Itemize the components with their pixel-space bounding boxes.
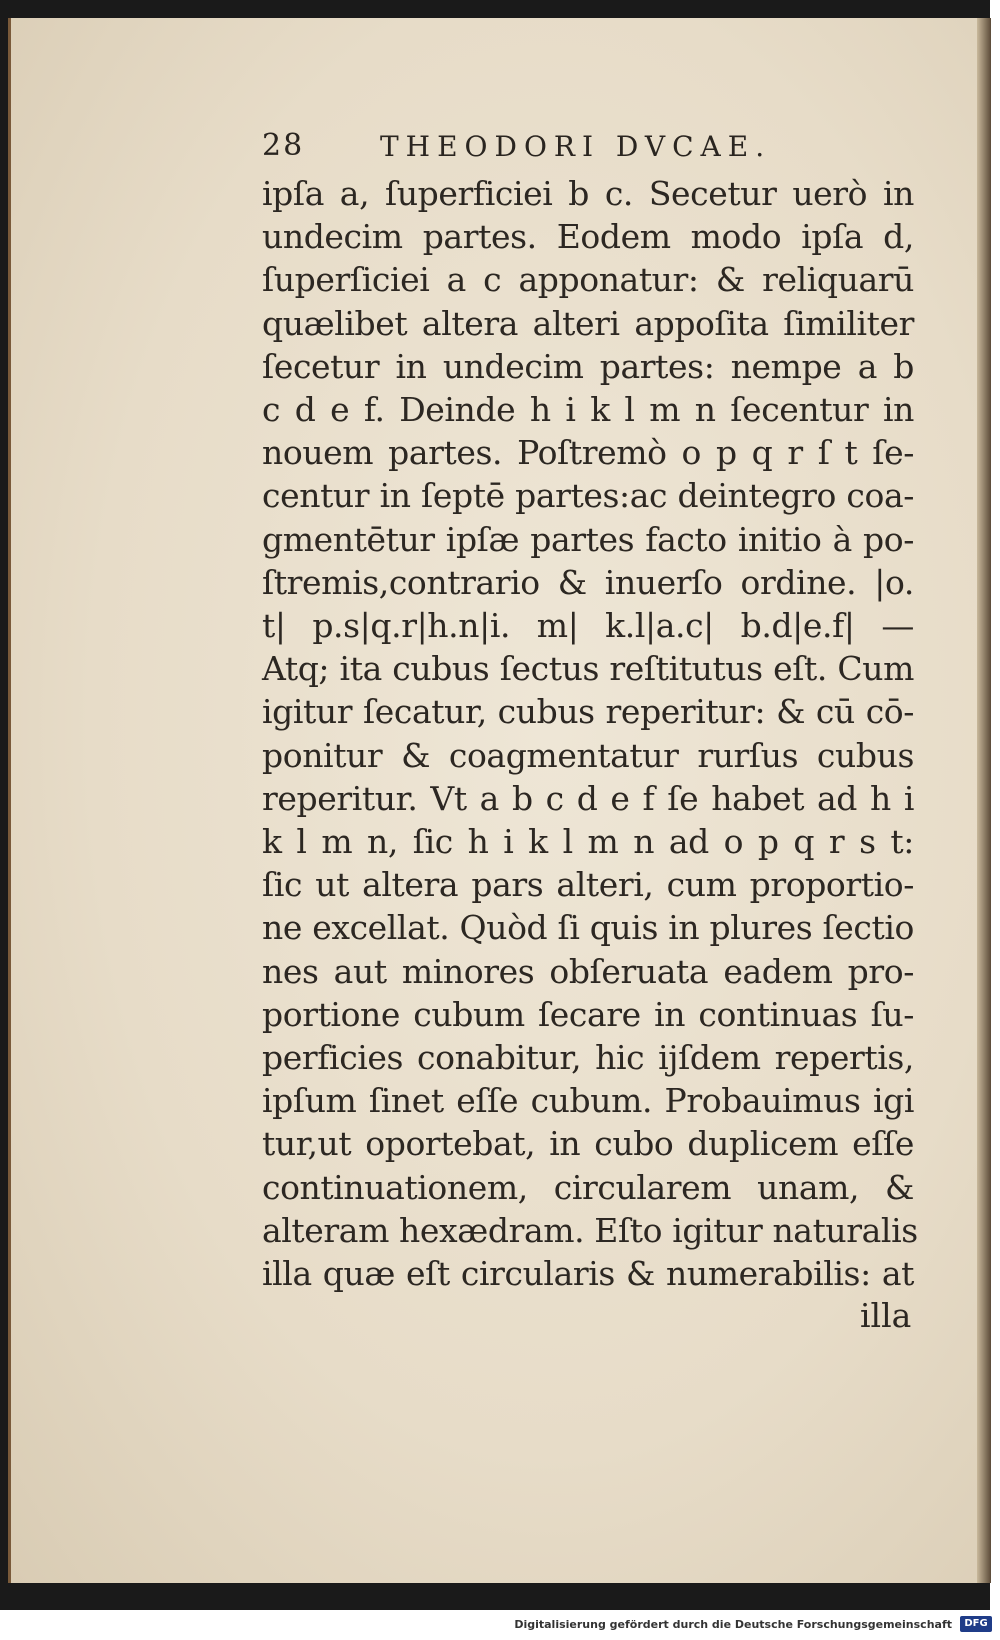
text-line: nes aut minores obſeruata eadem pro-	[262, 951, 914, 991]
page-edge	[977, 18, 991, 1583]
text-line: igitur ſecatur, cubus reperitur: & cū cō-	[262, 692, 914, 732]
text-line: ponitur & coagmentatur rurſus cubus	[262, 735, 914, 775]
text-line: centur in ſeptē partes:ac deintegro coa-	[262, 476, 914, 516]
text-line: Atq; ita cubus ſectus reſtitutus eſt. Cum	[262, 649, 914, 689]
text-line: c d e f. Deinde h i k l m n ſecentur in	[262, 390, 914, 430]
text-line: portione cubum ſecare in continuas ſu-	[262, 994, 914, 1034]
text-line: ſic ut altera pars alteri, cum proportio-	[262, 865, 914, 905]
funding-note: Digitalisierung gefördert durch die Deutsche Forschungsgemeinschaft	[514, 1618, 952, 1631]
text-line: reperitur. Vt a b c d e f ſe habet ad h i	[262, 778, 914, 818]
text-line: t| p.s|q.r|h.n|i. m| k.l|a.c| b.d|e.f| —	[262, 606, 914, 646]
text-line: ipſa a, ſuperficiei b c. Secetur uerò in	[262, 174, 914, 213]
text-line: ne excellat. Quòd ſi quis in plures ſectio	[262, 908, 914, 948]
text-line: quælibet altera alteri appoſita ſimiliter	[262, 303, 914, 343]
page-number: 28	[262, 128, 305, 163]
text-line: undecim partes. Eodem modo ipſa d,	[262, 217, 914, 257]
text-line: nouem partes. Poſtremò o p q r ſ t ſe-	[262, 433, 914, 473]
text-line: ipſum ſinet eſſe cubum. Probauimus igi	[262, 1081, 914, 1121]
catchword: illa	[860, 1296, 912, 1335]
text-line: ſtremis,contrario & inuerſo ordine. |o.	[262, 562, 914, 602]
text-line: continuationem, circularem unam, &	[262, 1167, 914, 1207]
text-line: ſuperſiciei a c apponatur: & reliquarū	[262, 260, 914, 300]
footer-bar	[0, 1612, 1000, 1640]
text-line: perficies conabitur, hic ijſdem repertis,	[262, 1038, 914, 1078]
body-text	[262, 172, 918, 1295]
text-line: tur,ut oportebat, in cubo duplicem eſſe	[262, 1124, 914, 1164]
dfg-logo: DFG	[960, 1616, 992, 1632]
text-line: gmentētur ipſæ partes facto initio à po-	[262, 519, 914, 559]
text-line: illa quæ eſt circularis & numerabilis: at	[262, 1254, 914, 1294]
running-header	[262, 128, 882, 168]
text-line: ſecetur in undecim partes: nempe a b	[262, 346, 914, 386]
text-line: alteram hexædram. Eſto igitur naturalis	[262, 1210, 918, 1250]
running-title: THEODORI DVCAE.	[380, 130, 772, 163]
text-line: k l m n, ſic h i k l m n ad o p q r s t:	[262, 822, 914, 862]
